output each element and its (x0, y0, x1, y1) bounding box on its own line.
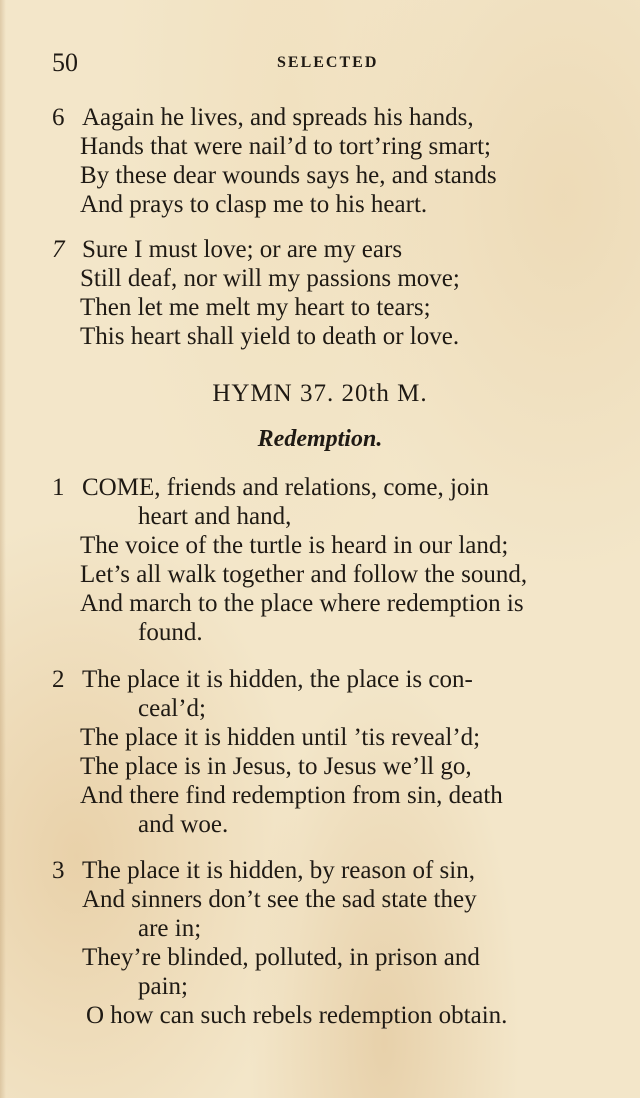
stanza-line: ceal’d; (138, 695, 207, 722)
stanza-line: Let’s all walk together and follow the sound, (80, 561, 528, 588)
stanza-line: The voice of the turtle is heard in our land; (80, 532, 509, 559)
stanza-line: and woe. (138, 811, 229, 838)
stanza-line: The place is in Jesus, to Jesus we’ll go, (80, 753, 472, 780)
stanza-line: And prays to clasp me to his heart. (80, 191, 428, 218)
stanza-line: And sinners don’t see the sad state they (82, 886, 477, 913)
running-title: SELECTED (277, 54, 379, 71)
stanza-line: Hands that were nail’d to tort’ring smart; (80, 133, 491, 160)
stanza-number: 7 (52, 236, 65, 263)
stanza-line: Sure I must love; or are my ears (82, 236, 403, 263)
stanza-number: 3 (52, 857, 65, 884)
stanza-line: O how can such rebels redemption obtain. (86, 1002, 508, 1029)
stanza-line: Then let me melt my heart to tears; (80, 294, 431, 321)
stanza-number: 6 (52, 104, 65, 131)
stanza-line: are in; (138, 915, 202, 942)
stanza-line: By these dear wounds says he, and stands (80, 162, 497, 189)
stanza-line: The place it is hidden until ’tis reveal’d; (80, 724, 481, 751)
page-edge-shadow (0, 0, 6, 1098)
stanza-number: 2 (52, 666, 65, 693)
stanza-line: And there find redemption from sin, death (80, 782, 503, 809)
page-number: 50 (52, 48, 78, 77)
hymn-subtitle: Redemption. (257, 426, 383, 452)
stanza-number: 1 (52, 474, 65, 501)
hymn-title: HYMN 37. 20th M. (212, 380, 428, 407)
page-header (52, 48, 610, 78)
stanza-line: pain; (138, 973, 188, 1000)
stanza-line: COME, friends and relations, come, join (82, 474, 489, 501)
stanza-line: The place it is hidden, by reason of sin, (82, 857, 475, 884)
stanza-line: And march to the place where redemption is (80, 590, 524, 617)
stanza-line: They’re blinded, polluted, in prison and (82, 944, 480, 971)
stanza-line: heart and hand, (138, 503, 292, 530)
stanza-line: The place it is hidden, the place is con- (82, 666, 473, 693)
stanza-line: Still deaf, nor will my passions move; (80, 265, 460, 292)
stanza-line: Aagain he lives, and spreads his hands, (82, 104, 474, 131)
stanza-line: found. (138, 619, 203, 646)
stanza-line: This heart shall yield to death or love. (80, 323, 460, 350)
